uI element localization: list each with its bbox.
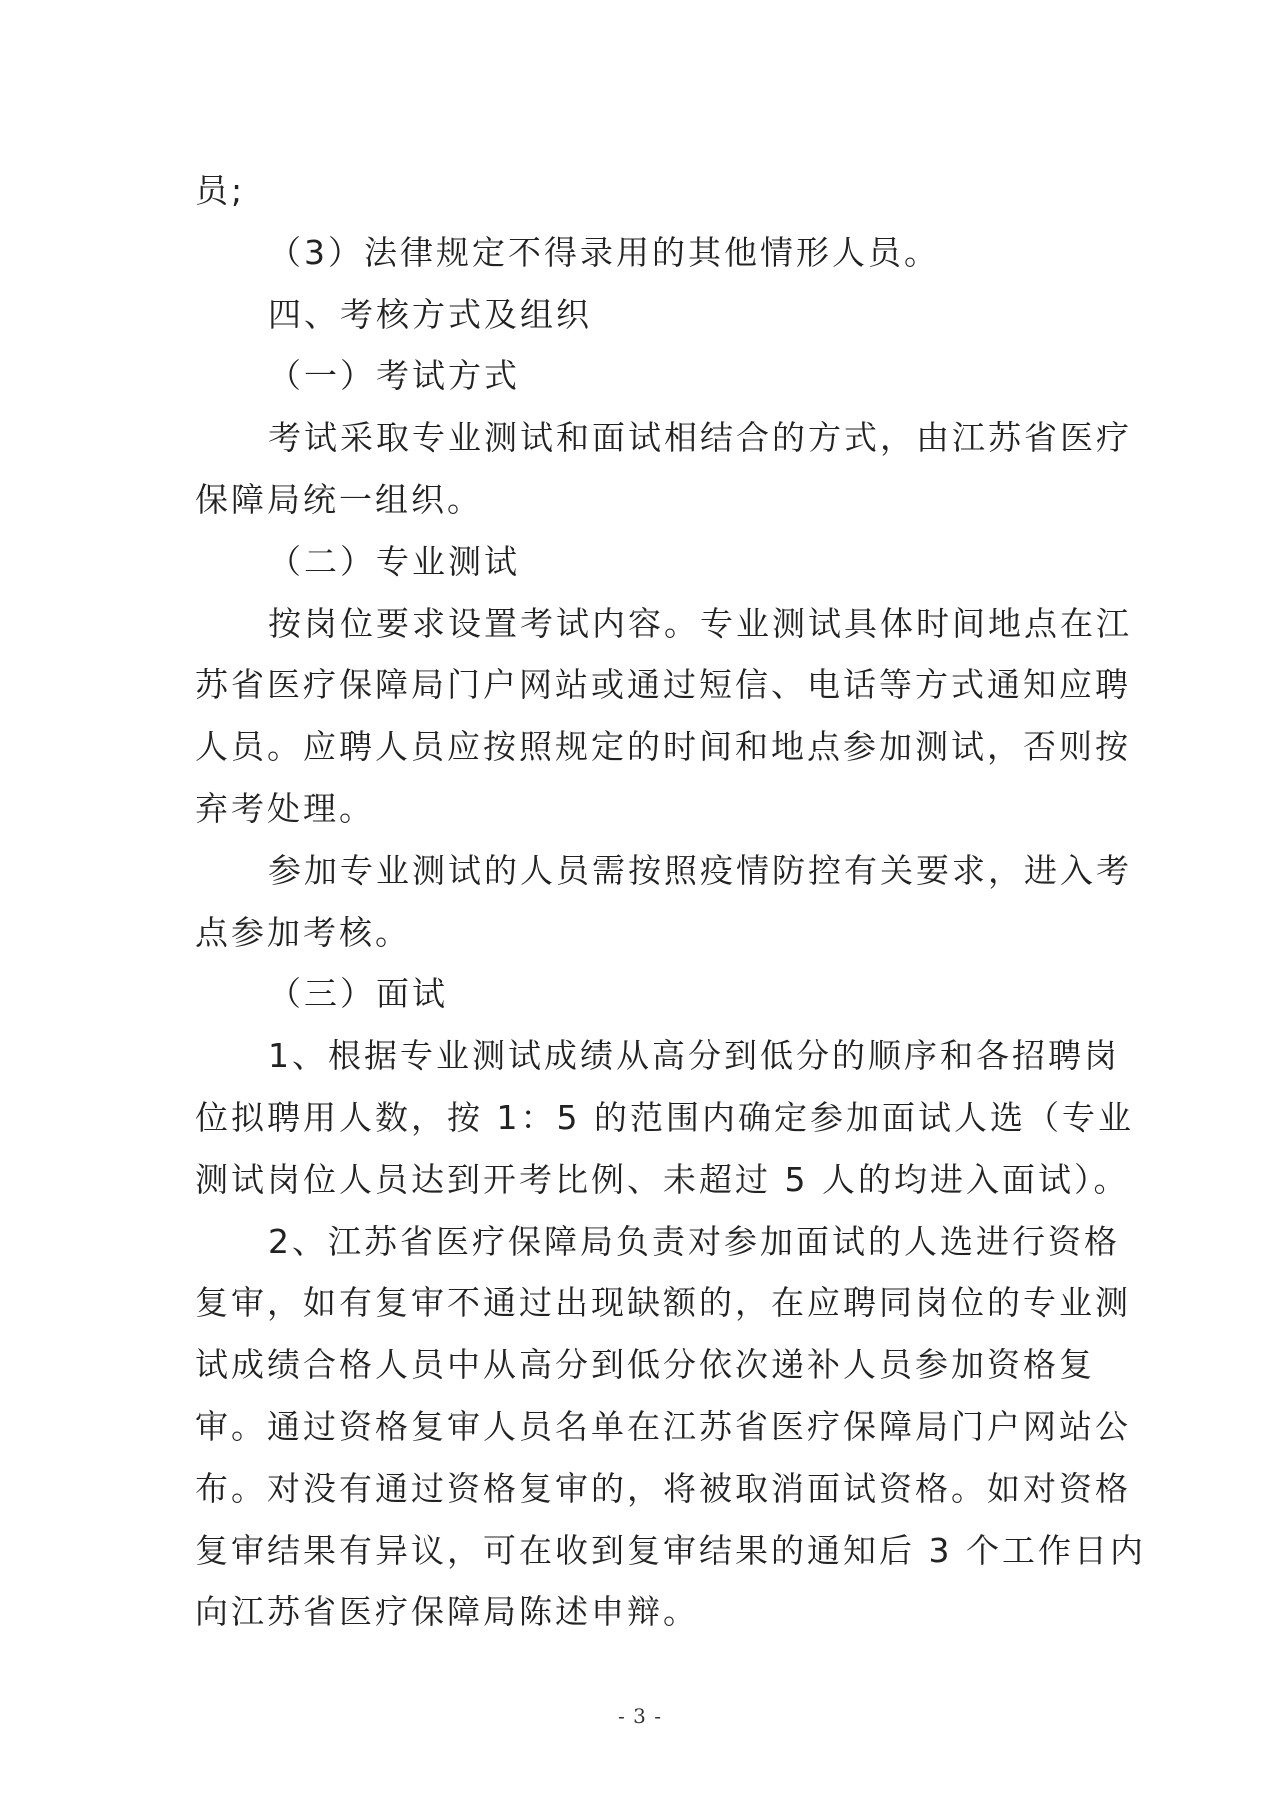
text-line: 试成绩合格人员中从高分到低分依次递补人员参加资格复 [195,1345,1095,1384]
text-line: 弃考处理。 [195,789,375,828]
page-number: - 3 - [618,1704,662,1728]
text-line: 复审，如有复审不通过出现缺额的，在应聘同岗位的专业测 [195,1283,1131,1322]
subsection-heading: （三）面试 [268,974,448,1013]
text-line: 复审结果有异议，可在收到复审结果的通知后 3 个工作日内 [195,1531,1146,1570]
text-line: 位拟聘用人数，按 1：5 的范围内确定参加面试人选（专业 [195,1098,1134,1137]
text-line: 审。通过资格复审人员名单在江苏省医疗保障局门户网站公 [195,1407,1131,1446]
text-line: 保障局统一组织。 [195,480,483,519]
text-line: 1、根据专业测试成绩从高分到低分的顺序和各招聘岗 [268,1036,1120,1075]
subsection-heading: （二）专业测试 [268,542,520,581]
text-line: （3）法律规定不得录用的其他情形人员。 [268,233,940,272]
text-line: 布。对没有通过资格复审的，将被取消面试资格。如对资格 [195,1469,1131,1508]
text-line: 测试岗位人员达到开考比例、未超过 5 人的均进入面试）。 [195,1160,1130,1199]
text-line: 考试采取专业测试和面试相结合的方式，由江苏省医疗 [268,418,1132,457]
text-line: 向江苏省医疗保障局陈述申辩。 [195,1592,699,1631]
text-line: 参加专业测试的人员需按照疫情防控有关要求，进入考 [268,851,1132,890]
section-heading: 四、考核方式及组织 [268,295,592,334]
text-line: 2、江苏省医疗保障局负责对参加面试的人选进行资格 [268,1222,1120,1261]
text-line: 人员。应聘人员应按照规定的时间和地点参加测试，否则按 [195,727,1131,766]
text-line: 员; [195,171,246,210]
text-line: 按岗位要求设置考试内容。专业测试具体时间地点在江 [268,604,1132,643]
subsection-heading: （一）考试方式 [268,356,520,395]
text-line: 苏省医疗保障局门户网站或通过短信、电话等方式通知应聘 [195,665,1131,704]
text-line: 点参加考核。 [195,913,411,952]
